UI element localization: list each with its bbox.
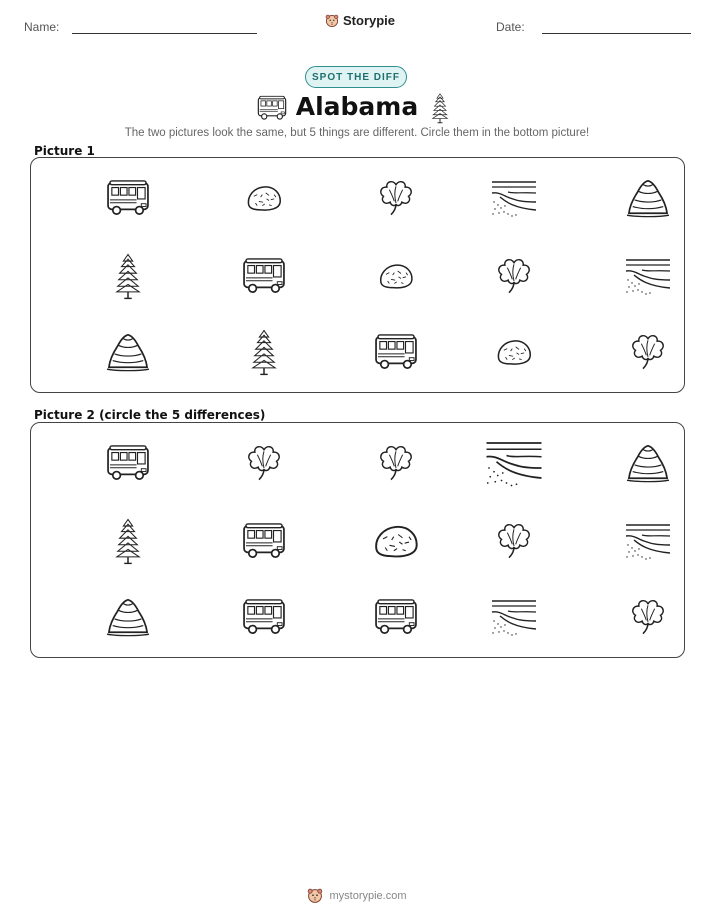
- storypie-mascot-icon: [307, 888, 323, 904]
- bus-icon[interactable]: [93, 179, 163, 217]
- cotton-icon[interactable]: [361, 440, 431, 486]
- spot-the-diff-badge: SPOT THE DIFF: [305, 66, 407, 88]
- rock-icon[interactable]: [361, 258, 431, 294]
- bus-icon[interactable]: [229, 257, 299, 295]
- rock-icon[interactable]: [361, 517, 431, 565]
- rock-icon[interactable]: [229, 181, 299, 215]
- storypie-mascot-icon: [325, 14, 339, 28]
- pine-tree-icon: [430, 92, 450, 124]
- cotton-icon[interactable]: [479, 518, 549, 564]
- cotton-icon[interactable]: [613, 329, 683, 375]
- bus-icon[interactable]: [229, 598, 299, 636]
- picture2-label: Picture 2 (circle the 5 differences): [34, 408, 266, 422]
- river-icon[interactable]: [479, 178, 549, 218]
- picture1-panel: [30, 157, 685, 393]
- cotton-icon[interactable]: [613, 594, 683, 640]
- name-line[interactable]: [72, 33, 257, 34]
- bus-icon[interactable]: [361, 333, 431, 371]
- brand-logo: [325, 13, 395, 28]
- picture1-label: Picture 1: [34, 144, 95, 158]
- page-title: Alabama: [295, 92, 419, 121]
- river-icon[interactable]: [479, 438, 549, 488]
- river-icon[interactable]: [613, 256, 683, 296]
- pine-tree-icon[interactable]: [93, 251, 163, 301]
- name-label: Name:: [24, 20, 60, 34]
- mound-icon[interactable]: [613, 442, 683, 484]
- picture2-panel[interactable]: [30, 422, 685, 658]
- date-line[interactable]: [542, 33, 691, 34]
- bus-icon[interactable]: [361, 598, 431, 636]
- bus-icon[interactable]: [93, 444, 163, 482]
- footer-site: mystorypie.com: [329, 890, 407, 902]
- brand-name: Storypie: [343, 13, 396, 28]
- bus-icon[interactable]: [229, 522, 299, 560]
- mound-icon[interactable]: [613, 177, 683, 219]
- cotton-icon[interactable]: [361, 176, 431, 220]
- river-icon[interactable]: [479, 597, 549, 637]
- mound-icon[interactable]: [93, 596, 163, 638]
- mound-icon[interactable]: [93, 331, 163, 373]
- river-icon[interactable]: [613, 521, 683, 561]
- date-label: Date:: [496, 20, 525, 34]
- pine-tree-icon[interactable]: [93, 516, 163, 566]
- cotton-icon[interactable]: [479, 253, 549, 299]
- cotton-icon[interactable]: [229, 440, 299, 486]
- instructions: The two pictures look the same, but 5 things are different. Circle them in the bottom picture!: [124, 127, 590, 139]
- rock-icon[interactable]: [479, 335, 549, 369]
- footer: [0, 888, 714, 904]
- pine-tree-icon[interactable]: [229, 327, 299, 377]
